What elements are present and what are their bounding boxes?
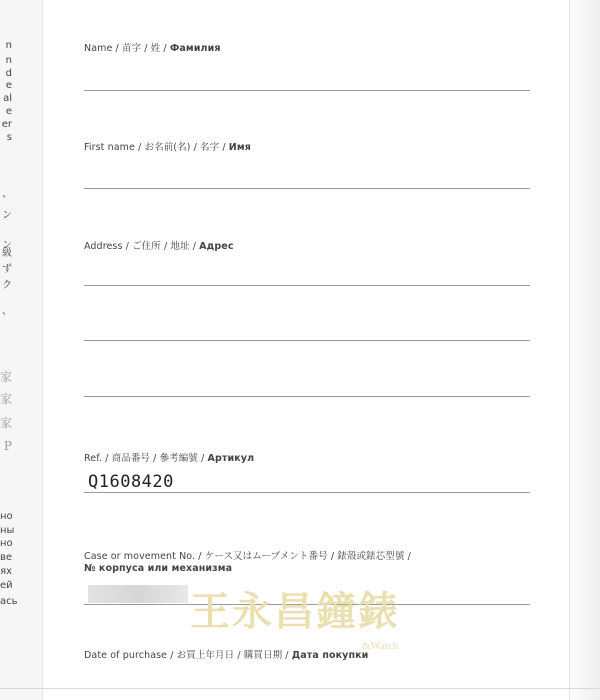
- name-label-ru: Фамилия: [169, 43, 221, 54]
- first-name-line[interactable]: [84, 188, 530, 189]
- previous-page-fragment: e: [5, 80, 12, 91]
- previous-page-fragment: s: [6, 132, 12, 143]
- previous-page-fragment: P: [3, 439, 12, 453]
- store-watermark-sub: &Watch: [362, 640, 399, 652]
- previous-page-fragment: n: [5, 40, 12, 51]
- previous-page-edge: [0, 0, 43, 700]
- date-label-ru: Дата покупки: [291, 650, 369, 661]
- ref-value[interactable]: Q1608420: [88, 472, 174, 492]
- case-label-ru: № корпуса или механизма: [84, 563, 233, 574]
- name-line[interactable]: [84, 90, 530, 91]
- previous-page-fragment: ей: [0, 580, 13, 591]
- ref-label-ru: Артикул: [207, 453, 255, 464]
- ref-label: [84, 450, 254, 464]
- previous-page-fragment: ク: [2, 280, 12, 291]
- previous-page-fragment: 家: [0, 392, 13, 406]
- previous-page-fragment: e: [5, 106, 12, 117]
- address-label-text: Address / ご住所 / 地址 /: [84, 241, 200, 252]
- first-name-label: [84, 139, 251, 153]
- previous-page-fragment: но: [0, 511, 13, 522]
- previous-page-fragment: ず: [2, 264, 12, 275]
- previous-page-fragment: ве: [0, 552, 13, 563]
- address-line-1[interactable]: [84, 285, 530, 286]
- previous-page-fragment: n: [5, 55, 12, 66]
- right-page-edge: [569, 0, 600, 700]
- redacted-case-number: [88, 585, 188, 603]
- address-line-2[interactable]: [84, 340, 530, 341]
- bottom-edge: [0, 688, 600, 689]
- address-line-3[interactable]: [84, 396, 530, 397]
- previous-page-fragment: 、: [2, 306, 12, 317]
- address-label-ru: Адрес: [199, 241, 234, 252]
- case-label-text: Case or movement No. / ケース又はムーブメント番号 / 錶殼或錶芯型號 /: [84, 551, 411, 562]
- previous-page-fragment: 家: [0, 370, 13, 384]
- date-label: [84, 647, 368, 661]
- previous-page-fragment: но: [0, 538, 13, 549]
- date-label-text: Date of purchase / お買上年月日 / 購買日期 /: [84, 650, 292, 661]
- previous-page-fragment: al: [3, 93, 12, 104]
- name-label-text: Name / 苗字 / 姓 /: [84, 43, 170, 54]
- previous-page-fragment: ン: [2, 210, 12, 221]
- ref-line: [84, 492, 530, 493]
- ref-label-text: Ref. / 商品番号 / 參考編號 /: [84, 453, 208, 464]
- warranty-form-page: [44, 0, 570, 700]
- previous-page-fragment: 級: [2, 248, 12, 259]
- previous-page-fragment: ン: [2, 240, 12, 251]
- previous-page-fragment: er: [1, 119, 12, 130]
- address-label: [84, 238, 234, 252]
- store-watermark: 王永昌鐘錶: [190, 588, 400, 635]
- first-name-label-ru: Имя: [228, 142, 251, 153]
- name-label: [84, 40, 221, 54]
- previous-page-fragment: ях: [0, 566, 12, 577]
- previous-page-fragment: 家: [0, 416, 13, 430]
- case-label: [84, 548, 411, 562]
- previous-page-fragment: d: [5, 68, 12, 79]
- first-name-label-text: First name / お名前(名) / 名字 /: [84, 142, 229, 153]
- previous-page-fragment: 、: [2, 189, 12, 200]
- previous-page-fragment: ны: [0, 525, 15, 536]
- previous-page-fragment: ась: [0, 596, 18, 607]
